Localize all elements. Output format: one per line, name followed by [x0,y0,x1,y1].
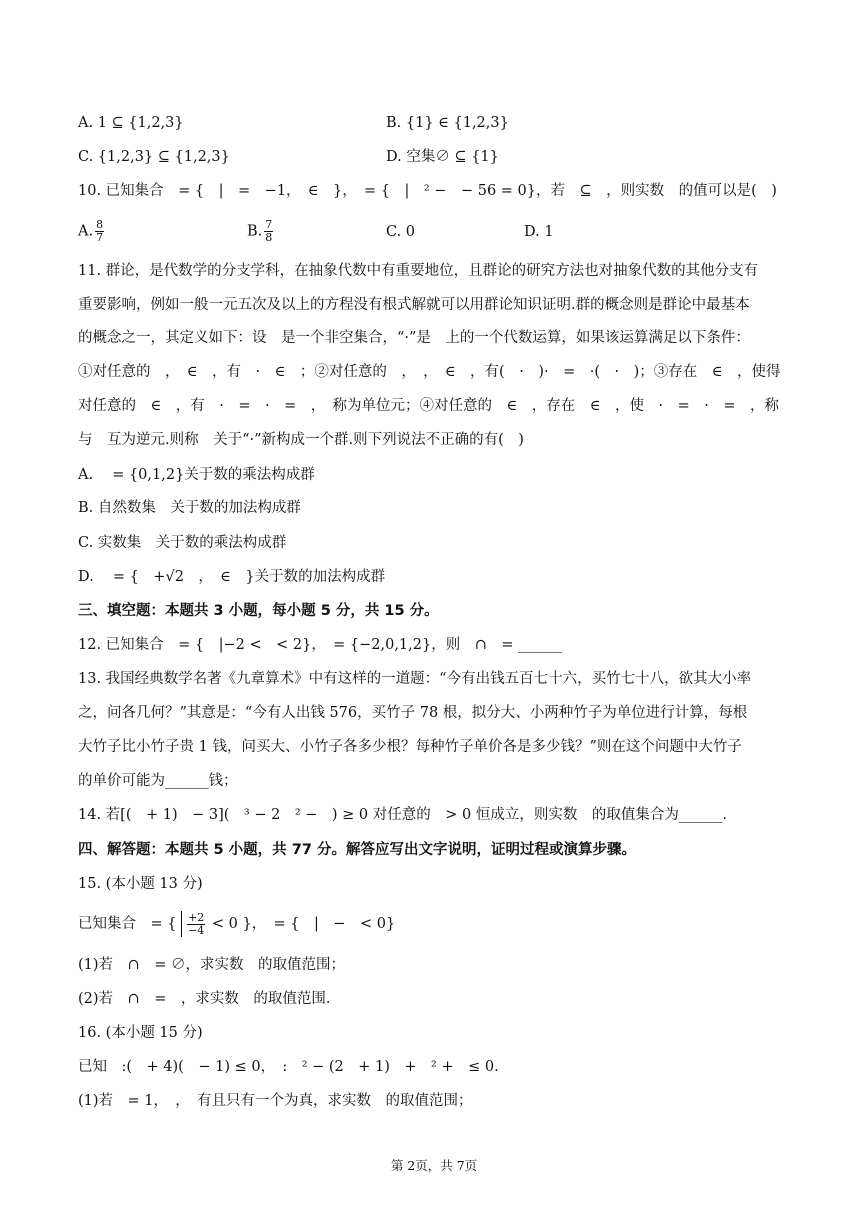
q16-stem: 已知 :( + 4)( − 1) ≤ 0， : ² − (2 + 1) + ² + ≤ 0. [78,1059,499,1075]
q11-option-c: C. 实数集 关于数的乘法构成群 [78,535,287,551]
section-solution-heading: 四、解答题：本题共 5 小题，共 77 分。解答应写出文字说明，证明过程或演算步骤。 [78,842,636,858]
q11-option-a: A. = {0,1,2}关于数的乘法构成群 [78,467,315,483]
q11-option-d: D. = { +√2 ， ∈ }关于数的加法构成群 [78,569,386,585]
q11-line: 与 互为逆元.则称 关于“·”新构成一个群.则下列说法不正确的有( ) [78,432,524,448]
q11-line: 重要影响，例如一般一元五次及以上的方程没有根式解就可以用群论知识证明.群的概念则是群论中最基本 [78,297,750,313]
q10-option-a: A. $\frac{8}{7}$ [78,218,104,244]
q15-part-2: (2)若 ∩ = ，求实数 的取值范围. [78,991,331,1007]
q11-option-b: B. 自然数集 关于数的加法构成群 [78,500,301,516]
q15-part-1: (1)若 ∩ = ∅，求实数 的取值范围； [78,957,345,973]
q10-option-b: B. $\frac{7}{8}$ [247,218,273,244]
q15-header: 15. (本小题 13 分) [78,876,203,892]
q9-option-a: A. 1 ⊆ {1,2,3} [78,115,184,131]
q9-option-d: D. 空集∅ ⊆ {1} [386,149,499,165]
q11-line: 11. 群论，是代数学的分支学科，在抽象代数中有重要地位，且群论的研究方法也对抽象代数的其他分支有 [78,263,759,279]
q11-line: 的概念之一，其定义如下：设 是一个非空集合，“·”是 上的一个代数运算，如果该运算满足以下条件： [78,330,750,346]
section-fill-in-heading: 三、填空题：本题共 3 小题，每小题 5 分，共 15 分。 [78,603,439,619]
q13-line: 之，问各几何？”其意是：“今有人出钱 576，买竹子 78 根，拟分大、小两种竹子为单位进行计算，每根 [78,705,748,721]
q14-stem: 14. 若[( + 1) − 3]( ³ − 2 ² − ) ≥ 0 对任意的 > 0 恒成立，则实数 的取值集合为______. [78,807,727,823]
q12-stem: 12. 已知集合 = { |−2 < < 2}， = {−2,0,1,2}，则 ∩ = ______ [78,637,562,653]
q10-option-d: D. 1 [524,224,554,240]
page-number-footer: 第 2页，共 7页 [390,1158,478,1173]
q15-stem: 已知集合 = { $\frac{+2}{-4}$ < 0 }， = { | − < 0} [78,910,396,937]
q10-option-c: C. 0 [386,224,416,240]
q11-line: 对任意的 ∈ ，有 · = · = ， 称为单位元；④对任意的 ∈ ，存在 ∈ ，使 · = · = ，称 [78,398,779,414]
q16-header: 16. (本小题 15 分) [78,1025,203,1041]
q13-line: 的单价可能为______钱； [78,773,238,789]
q13-line: 13. 我国经典数学名著《九章算术》中有这样的一道题：“今有出钱五百七十六，买竹七十八，欲其大小率 [78,671,752,687]
q10-stem: 10. 已知集合 = { | = −1， ∈ }， = { | ² − − 56 = 0}，若 ⊆ ，则实数 的值可以是( ) [78,183,777,199]
q11-line: ①对任意的 ， ∈ ，有 · ∈ ；②对任意的 ， ， ∈ ，有( · )· = ·( · )；③存在 ∈ ，使得 [78,364,781,380]
q9-option-b: B. {1} ∈ {1,2,3} [386,115,509,131]
q16-part-1: (1)若 = 1， ， 有且只有一个为真，求实数 的取值范围； [78,1093,473,1109]
q13-line: 大竹子比小竹子贵 1 钱，问买大、小竹子各多少根？每种竹子单价各是多少钱？”则在这个问题中大竹子 [78,739,742,755]
q9-option-c: C. {1,2,3} ⊆ {1,2,3} [78,149,230,165]
